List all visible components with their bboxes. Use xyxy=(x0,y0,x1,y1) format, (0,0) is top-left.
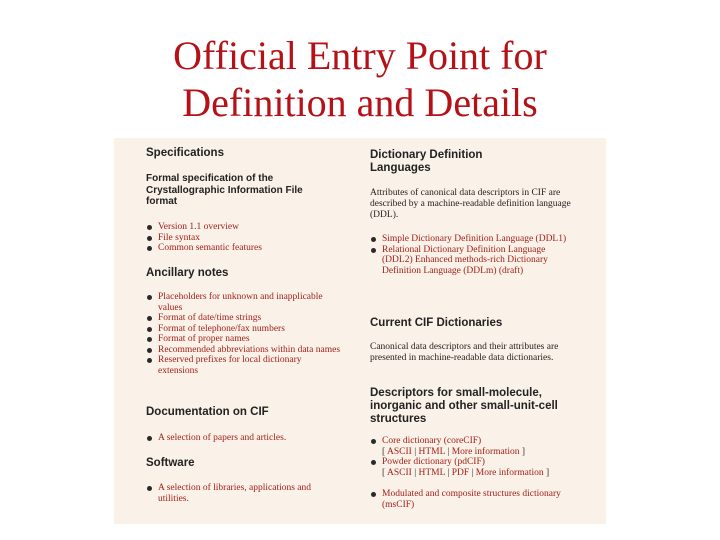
current-dictionaries-heading: Current CIF Dictionaries xyxy=(370,317,503,329)
formal-spec-list xyxy=(146,222,346,254)
ancillary-list xyxy=(146,292,341,376)
ddl-list xyxy=(370,234,575,276)
powder-list xyxy=(370,457,595,468)
content-panel xyxy=(114,138,606,524)
list-item[interactable]: Format of date/time strings xyxy=(146,313,341,324)
link-more-information[interactable]: More information xyxy=(475,467,544,478)
link-more-information[interactable]: More information xyxy=(451,446,520,457)
ancillary-heading: Ancillary notes xyxy=(146,267,229,279)
list-item[interactable]: Powder dictionary (pdCIF) xyxy=(370,457,595,468)
specifications-heading: Specifications xyxy=(146,147,224,159)
software-heading: Software xyxy=(146,457,195,469)
current-dictionaries-description: Canonical data descriptors and their attributes are presented in machine-readable data dictionaries. xyxy=(370,342,559,363)
list-item[interactable]: Placeholders for unknown and inapplicable values xyxy=(146,292,341,313)
ddl-description: Attributes of canonical data descriptors in CIF are described by a machine-readable definition language (DDL). xyxy=(370,188,571,220)
list-item[interactable]: Simple Dictionary Definition Language (DDL1) xyxy=(370,234,575,245)
slide-title xyxy=(0,32,720,126)
powder-links: [ ASCII | HTML | PDF | More information ] xyxy=(382,467,550,478)
link-pdf[interactable]: PDF xyxy=(451,467,470,478)
list-item[interactable]: File syntax xyxy=(146,233,346,244)
list-item[interactable]: Reserved prefixes for local dictionary extensions xyxy=(146,355,341,376)
list-item[interactable]: Common semantic features xyxy=(146,243,346,254)
software-list xyxy=(146,483,341,504)
link-html[interactable]: HTML xyxy=(418,467,446,478)
list-item[interactable]: Core dictionary (coreCIF) xyxy=(370,436,595,447)
formal-spec-heading: Formal specification of the Crystallographic Information File format xyxy=(146,173,303,207)
core-links: [ ASCII | HTML | More information ] xyxy=(382,446,526,457)
descriptors-heading: Descriptors for small-molecule, inorganic and other small-unit-cell structures xyxy=(370,387,558,425)
list-item[interactable]: Modulated and composite structures dictionary (msCIF) xyxy=(370,489,575,510)
dictionaries-list xyxy=(370,436,595,447)
documentation-list xyxy=(146,433,346,444)
list-item[interactable]: Relational Dictionary Definition Language (DDL2) Enhanced methods-rich Dictionary Definition Language (DDLm) (draft) xyxy=(370,245,575,277)
list-item[interactable]: Version 1.1 overview xyxy=(146,222,346,233)
list-item[interactable]: A selection of papers and articles. xyxy=(146,433,346,444)
list-item[interactable]: A selection of libraries, applications and utilities. xyxy=(146,483,341,504)
title-line-2: Definition and Details xyxy=(182,80,538,125)
documentation-heading: Documentation on CIF xyxy=(146,406,269,418)
link-ascii[interactable]: ASCII xyxy=(387,467,412,478)
link-html[interactable]: HTML xyxy=(418,446,446,457)
list-item[interactable]: Format of telephone/fax numbers xyxy=(146,324,341,335)
ddl-heading: Dictionary Definition Languages xyxy=(370,149,483,174)
link-ascii[interactable]: ASCII xyxy=(387,446,412,457)
list-item[interactable]: Format of proper names xyxy=(146,334,341,345)
title-line-1: Official Entry Point for xyxy=(173,33,547,78)
list-item[interactable]: Recommended abbreviations within data names xyxy=(146,345,341,356)
modulated-list xyxy=(370,489,575,510)
